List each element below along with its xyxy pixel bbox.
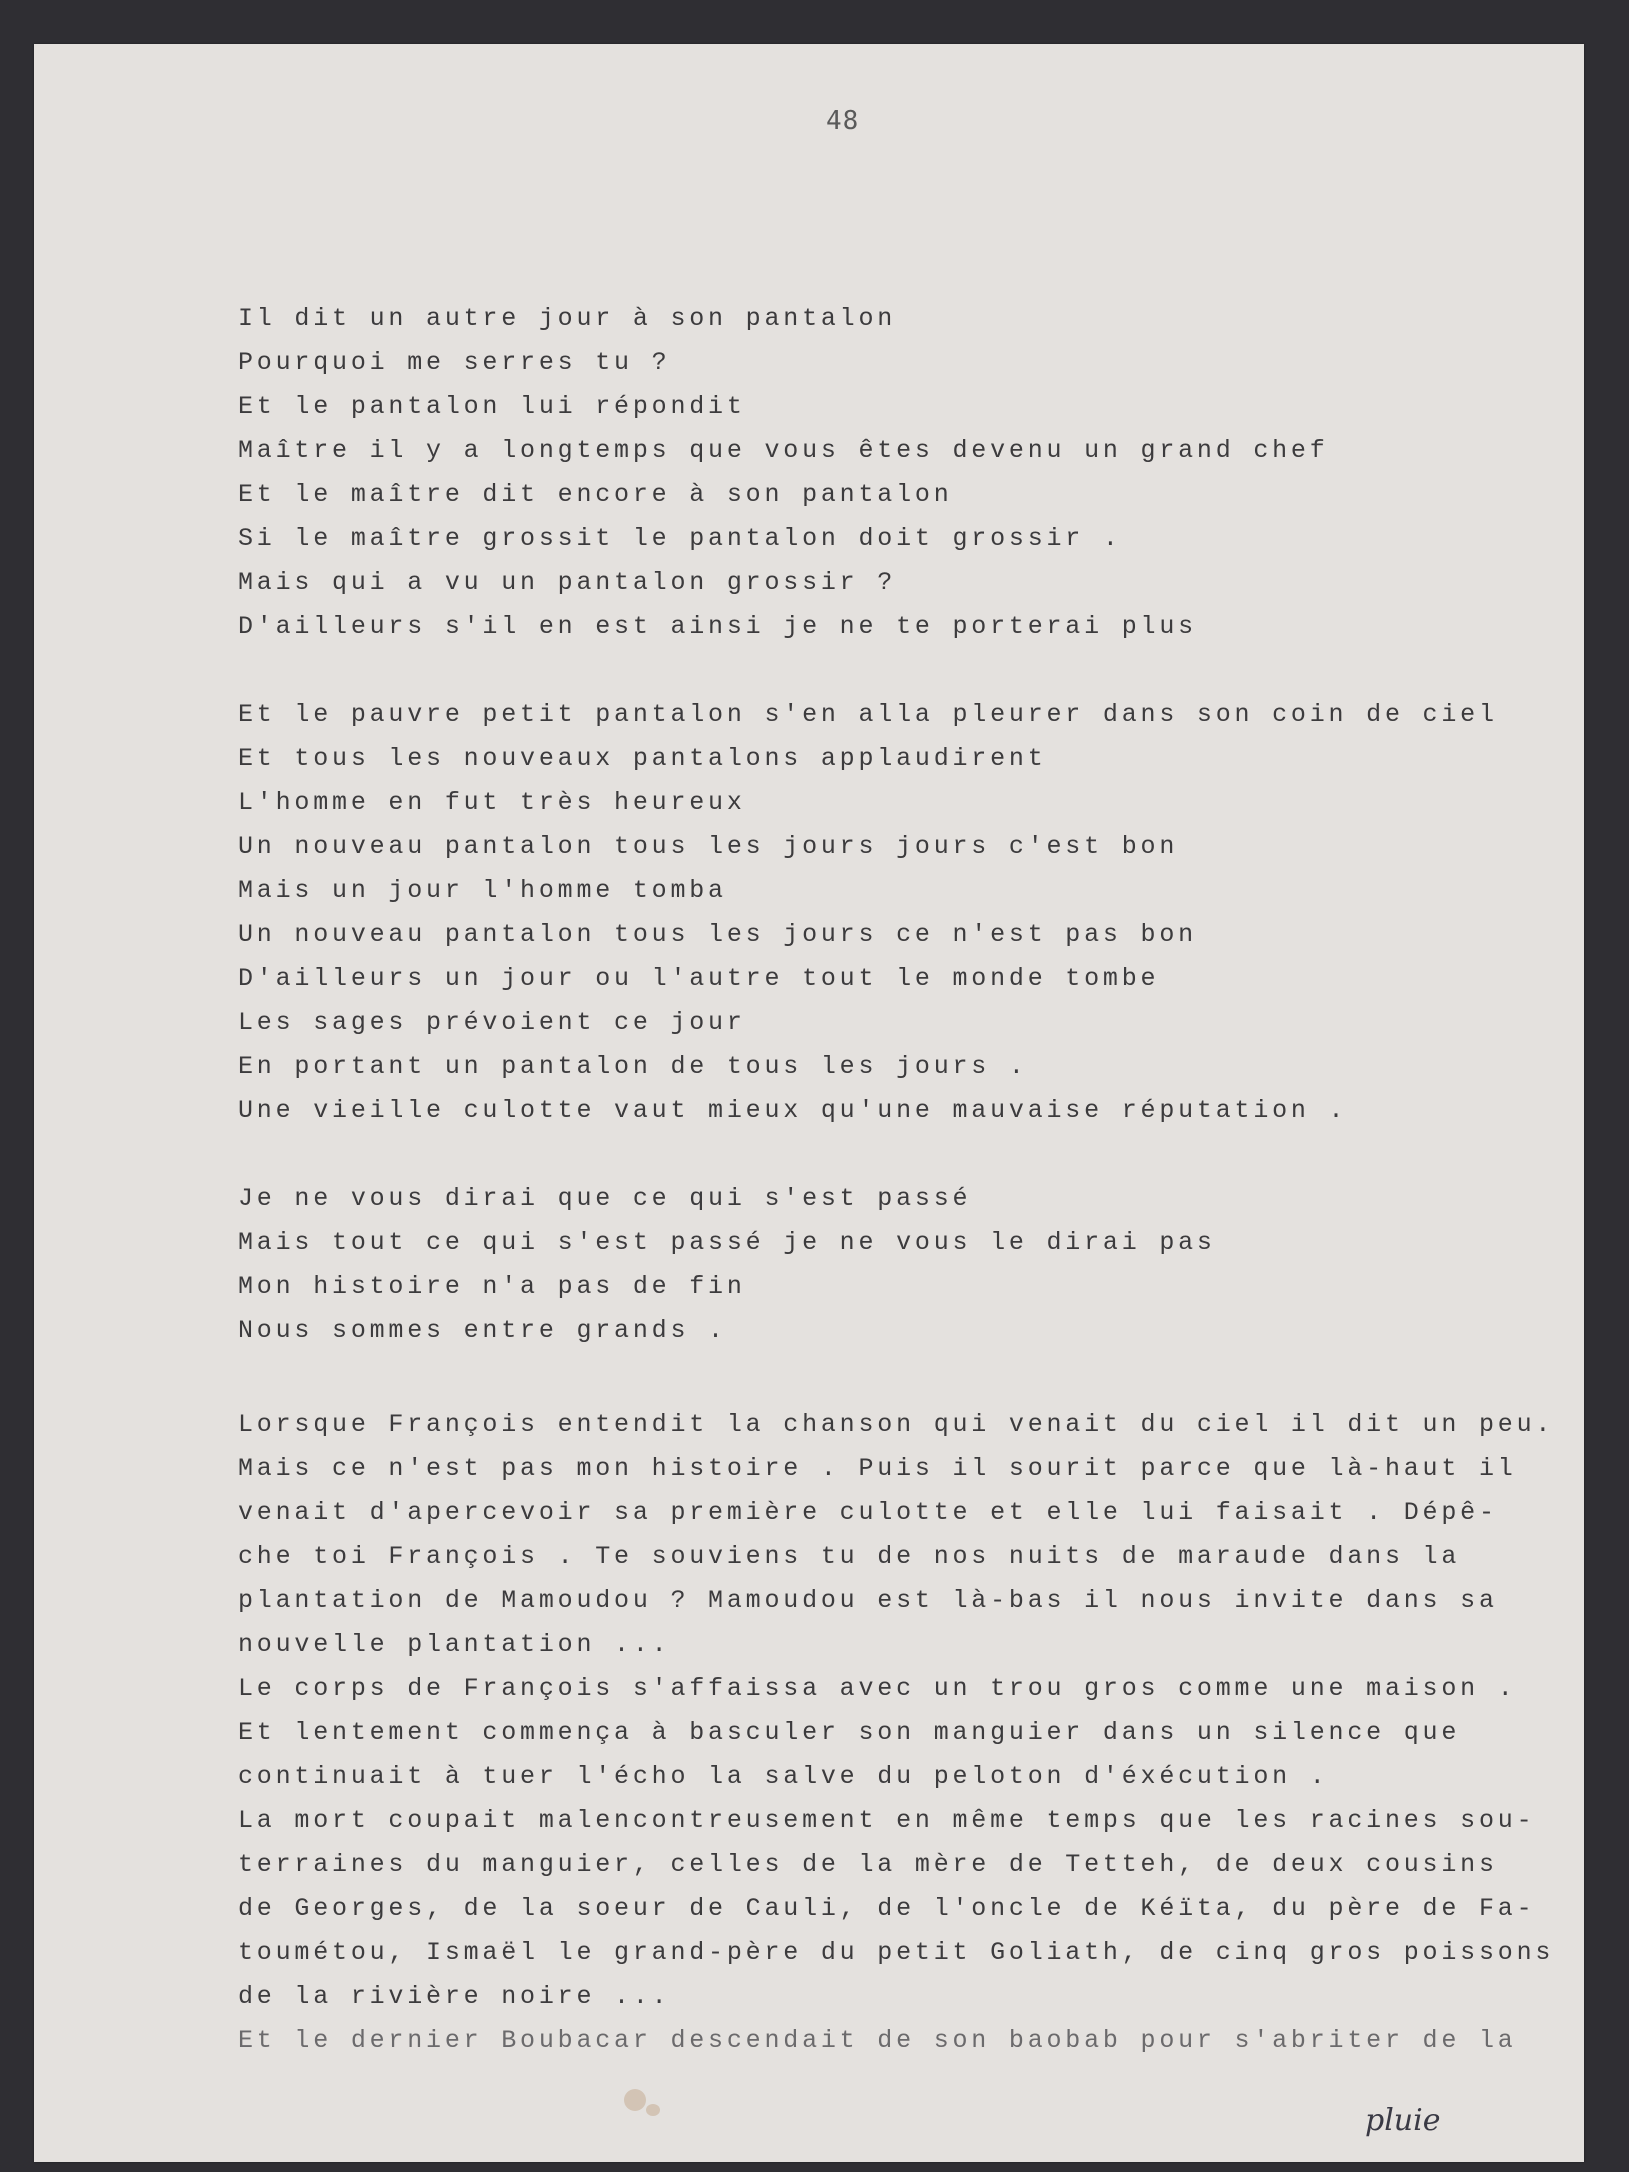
text-line: venait d'apercevoir sa première culotte et elle lui faisait . Dépê- [238, 1498, 1498, 1527]
text-line: de la rivière noire ... [238, 1982, 671, 2011]
page-number: 48 [826, 106, 860, 136]
text-line: La mort coupait malencontreusement en même temps que les racines sou- [238, 1806, 1536, 1835]
text-line: Et le dernier Boubacar descendait de son baobab pour s'abriter de la [238, 2026, 1517, 2055]
text-line: Et lentement commença à basculer son manguier dans un silence que [238, 1718, 1461, 1747]
text-line: Si le maître grossit le pantalon doit grossir . [238, 524, 1122, 553]
stain-mark [646, 2104, 660, 2116]
text-line: En portant un pantalon de tous les jours . [238, 1052, 1028, 1081]
text-line: L'homme en fut très heureux [238, 788, 746, 817]
text-line: Et le maître dit encore à son pantalon [238, 480, 953, 509]
text-line: Le corps de François s'affaissa avec un trou gros comme une maison . [238, 1674, 1517, 1703]
text-line: Et le pauvre petit pantalon s'en alla pleurer dans son coin de ciel [238, 700, 1498, 729]
text-line: Un nouveau pantalon tous les jours jours c'est bon [238, 832, 1179, 861]
text-line: D'ailleurs s'il en est ainsi je ne te porterai plus [238, 612, 1197, 641]
text-line: Mais un jour l'homme tomba [238, 876, 727, 905]
text-line: Nous sommes entre grands . [238, 1316, 727, 1345]
text-line: continuait à tuer l'écho la salve du peloton d'éxécution . [238, 1762, 1329, 1791]
text-line: Maître il y a longtemps que vous êtes devenu un grand chef [238, 436, 1329, 465]
text-line: Un nouveau pantalon tous les jours ce n'est pas bon [238, 920, 1197, 949]
text-line: de Georges, de la soeur de Cauli, de l'oncle de Kéïta, du père de Fa- [238, 1894, 1536, 1923]
text-line: Mon histoire n'a pas de fin [238, 1272, 746, 1301]
stain-mark [624, 2089, 646, 2111]
text-line: Et le pantalon lui répondit [238, 392, 746, 421]
text-line: Mais qui a vu un pantalon grossir ? [238, 568, 897, 597]
text-line: Lorsque François entendit la chanson qui venait du ciel il dit un peu. [238, 1410, 1555, 1439]
text-line: Pourquoi me serres tu ? [238, 348, 671, 377]
text-line: Les sages prévoient ce jour [238, 1008, 746, 1037]
text-line: D'ailleurs un jour ou l'autre tout le monde tombe [238, 964, 1160, 993]
text-line: nouvelle plantation ... [238, 1630, 671, 1659]
text-line: Mais tout ce qui s'est passé je ne vous le dirai pas [238, 1228, 1216, 1257]
text-line: Je ne vous dirai que ce qui s'est passé [238, 1184, 972, 1213]
handwritten-note: pluie [1365, 2103, 1441, 2138]
text-line: Mais ce n'est pas mon histoire . Puis il sourit parce que là-haut il [238, 1454, 1517, 1483]
text-line: Une vieille culotte vaut mieux qu'une mauvaise réputation . [238, 1096, 1348, 1125]
text-line: che toi François . Te souviens tu de nos nuits de maraude dans la [238, 1542, 1461, 1571]
text-line: Et tous les nouveaux pantalons applaudirent [238, 744, 1047, 773]
text-line: Il dit un autre jour à son pantalon [238, 304, 897, 333]
text-line: plantation de Mamoudou ? Mamoudou est là-bas il nous invite dans sa [238, 1586, 1498, 1615]
text-line: terraines du manguier, celles de la mère de Tetteh, de deux cousins [238, 1850, 1498, 1879]
text-line: toumétou, Ismaël le grand-père du petit Goliath, de cinq gros poissons [238, 1938, 1555, 1967]
